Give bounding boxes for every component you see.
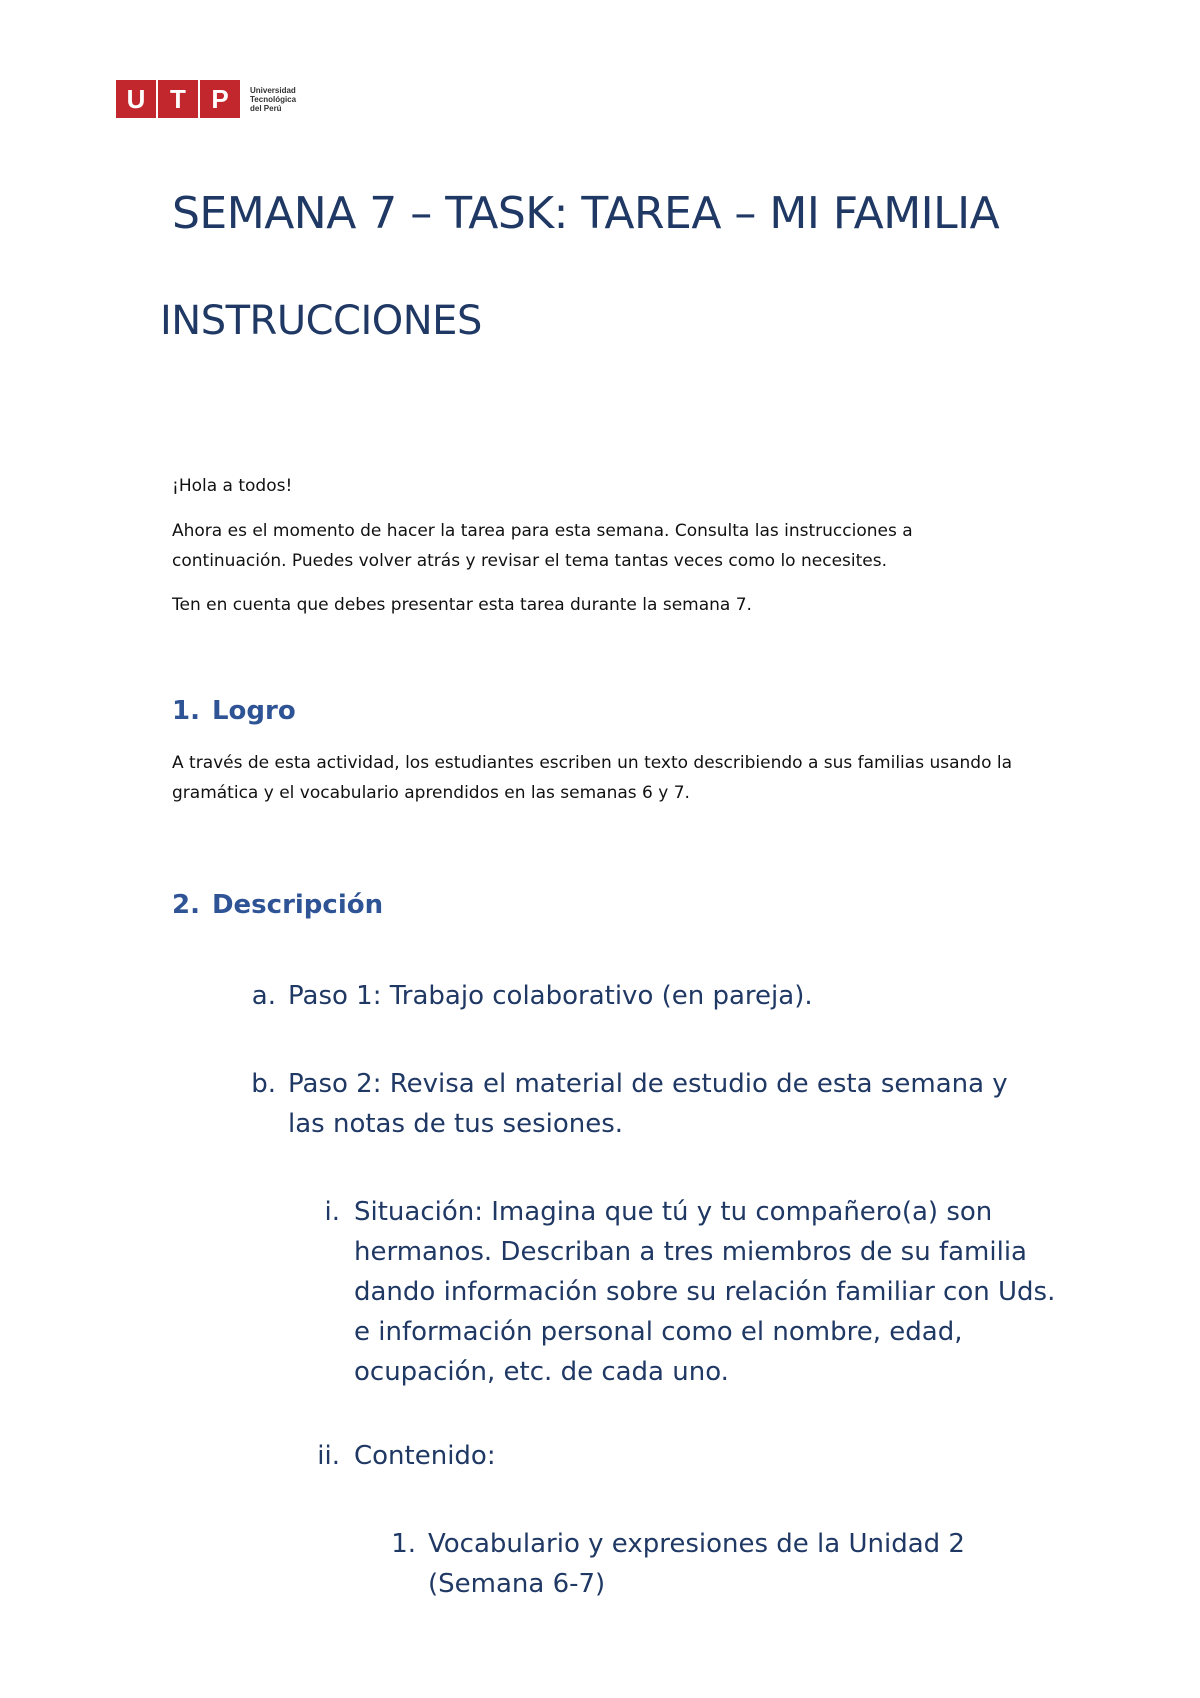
greeting-text: ¡Hola a todos! [172, 476, 293, 496]
logo-text [250, 86, 310, 113]
section-number: 1. [172, 696, 200, 726]
list-item-text: Vocabulario y expresiones de la Unidad 2 (Semana 6-7) [428, 1529, 965, 1599]
logro-paragraph: A través de esta actividad, los estudiantes escriben un texto describiendo a sus familias usando la gramática y el vocabulario aprendidos en las semanas 6 y 7. [172, 753, 1013, 803]
logo-letter-t: T [158, 80, 198, 118]
logo-text-line2: Tecnológica [250, 94, 297, 104]
page-subtitle: INSTRUCCIONES [160, 298, 482, 344]
list-item-text: Situación: Imagina que tú y tu compañero(a) son hermanos. Describan a tres miembros de su familia dando información sobre su relación familiar con Uds. e información personal como el nombre, edad, ocupación, etc. de cada uno. [354, 1197, 1056, 1387]
list-item-contenido [300, 1436, 1060, 1476]
list-marker: 1. [391, 1529, 416, 1559]
deadline-note: Ten en cuenta que debes presentar esta tarea durante la semana 7. [172, 595, 752, 615]
section-title: Descripción [211, 890, 384, 920]
page-title: SEMANA 7 – TASK: TAREA – MI FAMILIA [172, 188, 1000, 239]
section-heading-logro [172, 696, 296, 726]
section-number: 2. [172, 890, 200, 920]
list-item-vocabulario [380, 1524, 980, 1604]
list-marker: ii. [317, 1441, 340, 1471]
section-title: Logro [211, 696, 296, 726]
list-item-step-1 [240, 976, 1060, 1016]
logo-text-line1: Universidad [250, 85, 296, 95]
list-item-text: Contenido: [354, 1441, 496, 1471]
list-marker: a. [251, 981, 276, 1011]
logo-letter-u: U [116, 80, 156, 118]
list-item-text: Paso 1: Trabajo colaborativo (en pareja). [288, 981, 813, 1011]
list-marker: i. [324, 1197, 340, 1227]
intro-paragraph: Ahora es el momento de hacer la tarea para esta semana. Consulta las instrucciones a continuación. Puedes volver atrás y revisar el tema tantas veces como lo necesites. [172, 521, 913, 571]
logo-letter-p: P [200, 80, 240, 118]
section-heading-descripcion [172, 890, 383, 920]
utp-logo [116, 80, 310, 118]
list-item-text: Paso 2: Revisa el material de estudio de esta semana y las notas de tus sesiones. [288, 1069, 1008, 1139]
list-marker: b. [251, 1069, 276, 1099]
logo-text-line3: del Perú [250, 103, 282, 113]
list-item-situacion [300, 1192, 1060, 1392]
list-item-step-2 [240, 1064, 1020, 1144]
